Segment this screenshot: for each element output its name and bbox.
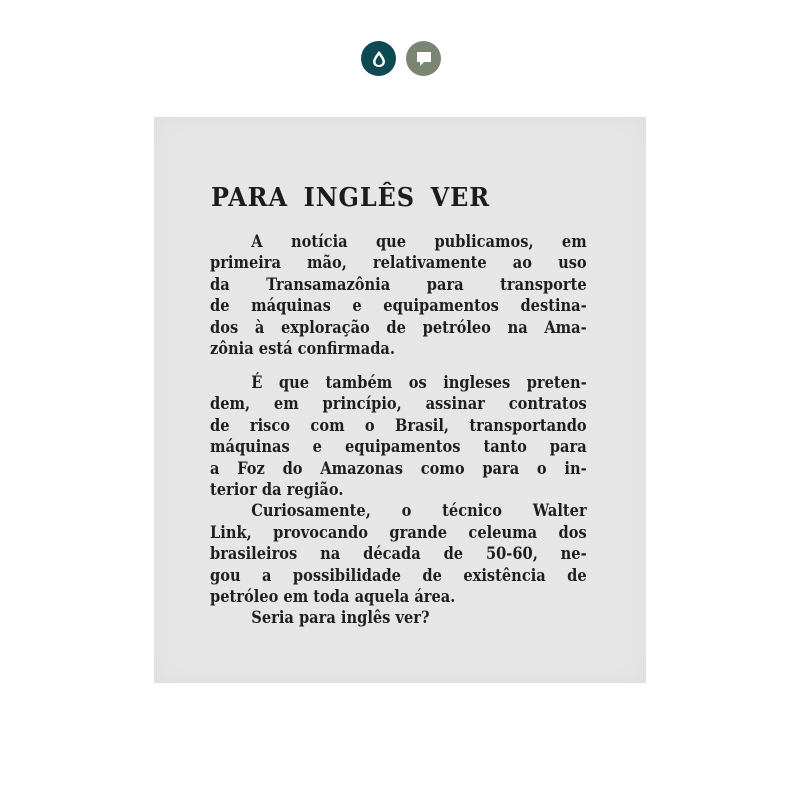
text-line: zônia está confirmada. bbox=[210, 339, 395, 360]
text-line: Curiosamente, o técnico Walter bbox=[251, 501, 587, 522]
text-line: Seria para inglês ver? bbox=[251, 608, 430, 629]
text-line: da Transamazônia para transporte bbox=[210, 274, 587, 295]
text-line: Link, provocando grande celeuma dos bbox=[210, 522, 587, 543]
text-line: primeira mão, relativamente ao uso bbox=[210, 253, 587, 274]
text-line: dem, em princípio, assinar contratos bbox=[210, 394, 587, 415]
text-line: dos à exploração de petróleo na Ama- bbox=[210, 317, 587, 338]
paragraph-2 bbox=[210, 373, 587, 630]
toolbar bbox=[361, 41, 441, 76]
headline: PARA INGLÊS VER bbox=[211, 183, 491, 213]
newspaper-clipping bbox=[154, 117, 646, 683]
text-line: A notícia que publicamos, em bbox=[251, 232, 587, 252]
paragraph-1 bbox=[210, 232, 587, 360]
comment-icon[interactable] bbox=[406, 41, 441, 76]
text-line: É que também os ingleses preten- bbox=[251, 373, 587, 393]
text-line: petróleo em toda aquela área. bbox=[210, 587, 456, 608]
text-line: terior da região. bbox=[210, 480, 344, 501]
text-line: gou a possibilidade de existência de bbox=[210, 565, 587, 586]
text-line: de máquinas e equipamentos destina- bbox=[210, 296, 587, 317]
drop-icon[interactable] bbox=[361, 41, 396, 76]
text-line: brasileiros na década de 50-60, ne- bbox=[210, 544, 587, 565]
text-line: máquinas e equipamentos tanto para bbox=[210, 437, 587, 458]
text-line: a Foz do Amazonas como para o in- bbox=[210, 458, 587, 479]
text-line: de risco com o Brasil, transportando bbox=[210, 415, 587, 436]
